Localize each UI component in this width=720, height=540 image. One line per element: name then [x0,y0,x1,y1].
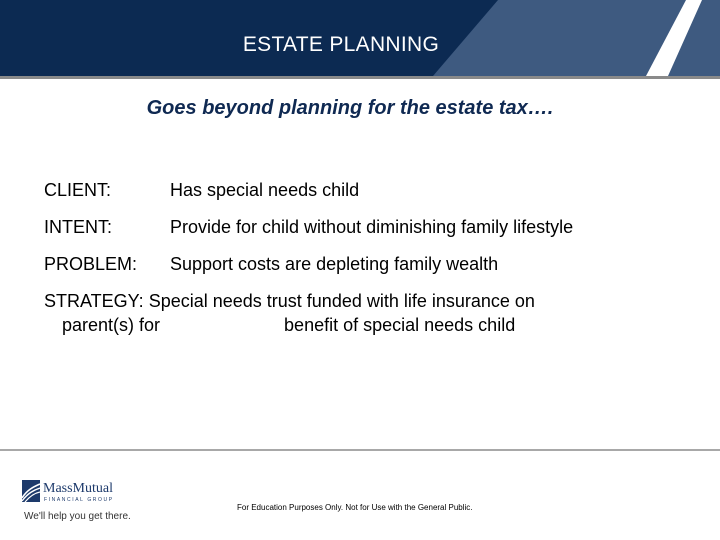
strategy-line2a: parent(s) for [62,315,161,335]
strategy-line1: Special needs trust funded with life insurance on [148,291,535,311]
header-banner [0,0,720,76]
header-divider [0,76,720,79]
strategy-label: STRATEGY: [44,291,144,311]
strategy-line2b: benefit of special needs child [284,315,516,335]
slide-subtitle: Goes beyond planning for the estate tax…. [146,97,554,119]
logo-tagline: We'll help you get there. [24,511,131,522]
client-label: CLIENT: [44,180,112,200]
logo-name: MassMutual [43,481,113,496]
client-value: Has special needs child [170,180,360,200]
problem-value: Support costs are depleting family wealth [170,254,499,274]
page-title: ESTATE PLANNING [242,33,440,56]
problem-label: PROBLEM: [44,254,138,274]
disclaimer-text: For Education Purposes Only. Not for Use with the General Public. [237,503,473,512]
strategy-block [44,289,535,337]
intent-value: Provide for child without diminishing family lifestyle [170,217,574,237]
logo-subtitle: FINANCIAL GROUP [44,497,114,503]
intent-label: INTENT: [44,217,113,237]
logo-mark-icon [22,480,40,502]
massmutual-logo [22,478,162,528]
footer-divider [0,449,720,451]
